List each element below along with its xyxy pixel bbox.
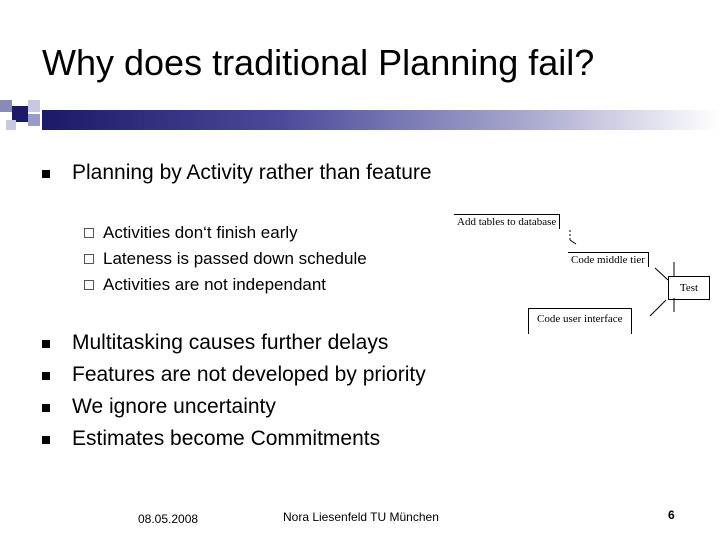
bullet-text: Planning by Activity rather than feature xyxy=(72,161,432,184)
diagram-box: Code user interface xyxy=(528,308,632,334)
footer-author: Nora Liesenfeld TU München xyxy=(283,510,439,524)
sub-bullet-text: Lateness is passed down schedule xyxy=(103,249,367,268)
bullet-text: We ignore uncertainty xyxy=(72,395,276,418)
header-gradient-bar xyxy=(42,110,720,130)
slide-title: Why does traditional Planning fail? xyxy=(42,42,595,83)
hollow-square-icon xyxy=(84,254,94,264)
bullet-text: Features are not developed by priority xyxy=(72,363,426,386)
sub-bullet-text: Activities are not independant xyxy=(103,275,327,294)
diagram-box: Code middle tier xyxy=(568,252,649,267)
page-number: 6 xyxy=(668,508,675,522)
bullet-square-icon xyxy=(42,404,50,412)
diagram-box: Add tables to database xyxy=(454,214,560,229)
bullet-square-icon xyxy=(42,170,50,178)
footer-date: 08.05.2008 xyxy=(138,512,199,526)
bullet-square-icon xyxy=(42,340,50,348)
hollow-square-icon xyxy=(84,280,94,290)
sub-bullet-text: Activities don‘t finish early xyxy=(103,223,298,242)
bullet-text: Multitasking causes further delays xyxy=(72,331,389,354)
bullet-square-icon xyxy=(42,372,50,380)
bullet-text: Estimates become Commitments xyxy=(72,427,381,450)
diagram-box: Test xyxy=(668,276,710,300)
bullet-square-icon xyxy=(42,436,50,444)
hollow-square-icon xyxy=(84,228,94,238)
